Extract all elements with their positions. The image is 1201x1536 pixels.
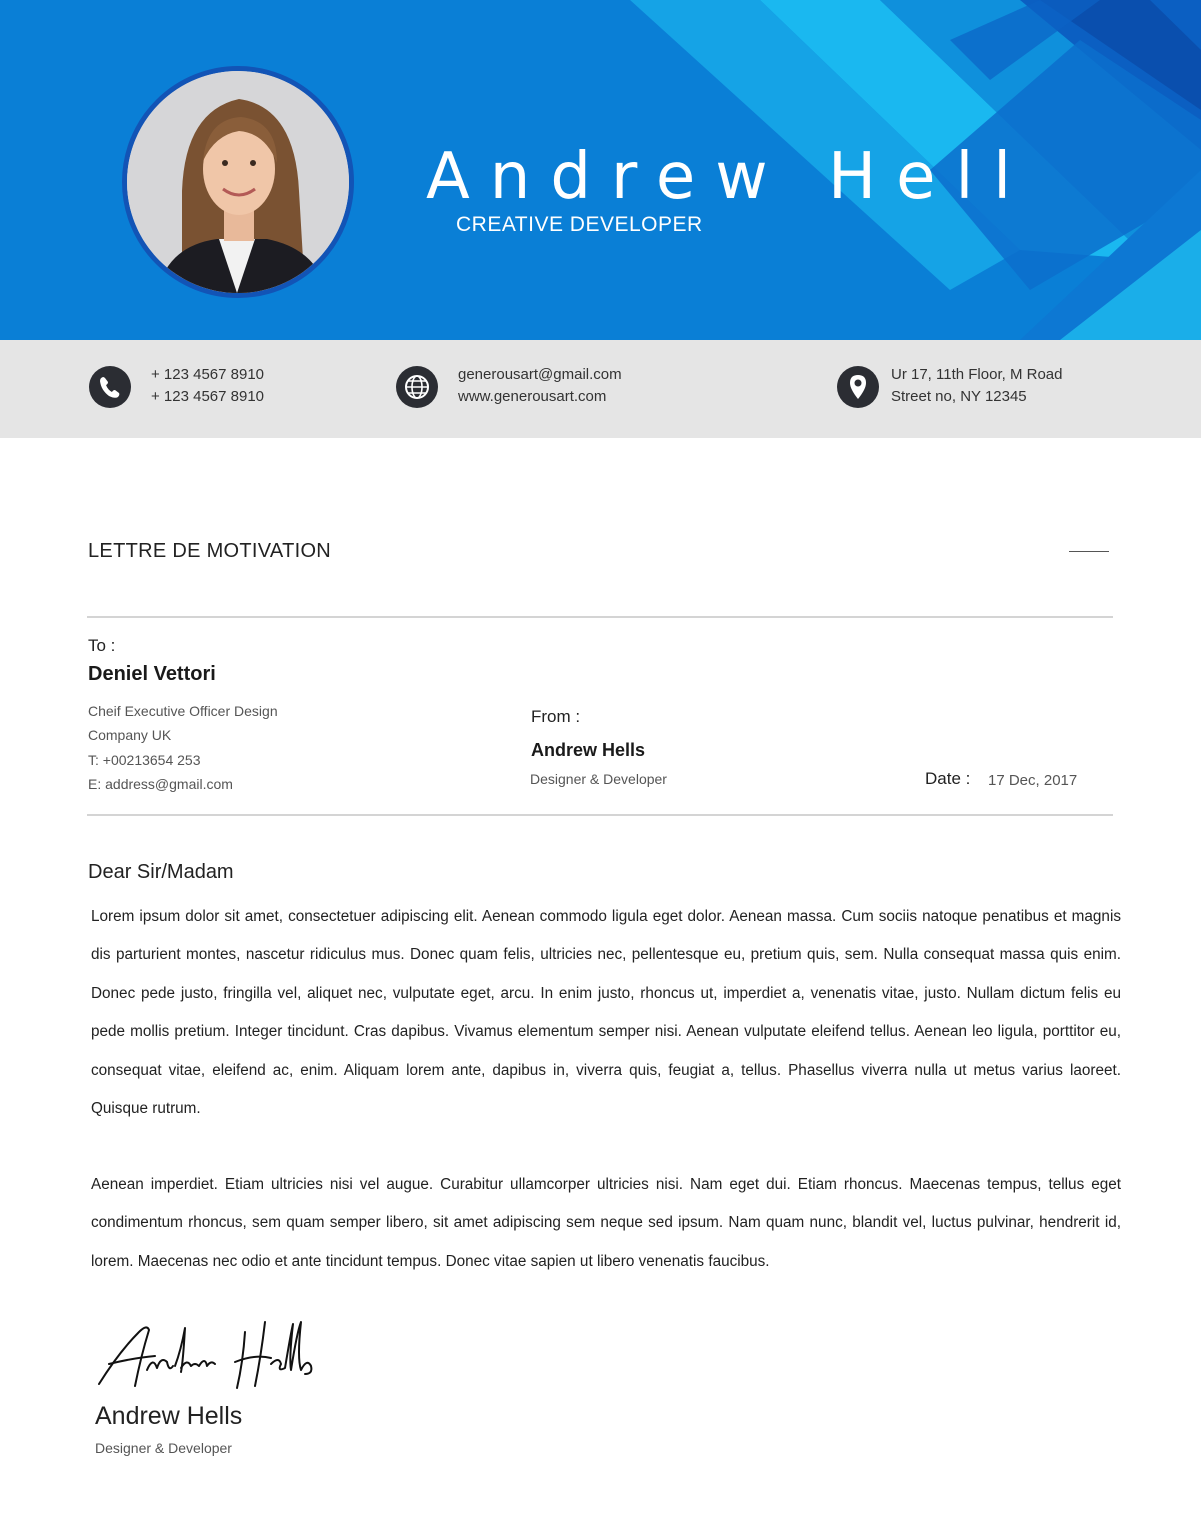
divider-bottom: [87, 814, 1113, 816]
recipient-phone: T: +00213654 253: [88, 751, 201, 768]
handwritten-signature: [95, 1312, 325, 1396]
recipient-name: Deniel Vettori: [88, 663, 216, 685]
header-name: Andrew Hell: [426, 140, 1031, 214]
sender-role: Designer & Developer: [530, 771, 667, 787]
date-label: Date :: [925, 769, 971, 788]
sender-label: From :: [531, 707, 581, 726]
email-text: generousart@gmail.com: [458, 366, 622, 383]
profile-photo: [122, 66, 354, 298]
recipient-details: [88, 699, 278, 796]
location-pin-icon: [837, 366, 879, 408]
address-line-1: Ur 17, 11th Floor, M Road: [891, 366, 1063, 383]
portrait-image: [127, 71, 349, 293]
body-paragraph-1: Lorem ipsum dolor sit amet, consectetuer adipiscing elit. Aenean commodo ligula eget dolor. Aenean massa. Cum sociis natoque penatibus et magnis dis parturient montes, nascetur ridiculus mus. Donec quam felis, ultricies nec, pellentesque eu, pretium quis, sem. Nulla consequat massa quis enim. Donec pede justo, fringilla vel, aliquet nec, vulputate eget, arcu. In enim justo, rhoncus ut, imperdiet a, venenatis vitae, justo. Nullam dictum felis eu pede mollis pretium. Integer tincidunt. Cras dapibus. Vivamus elementum semper nisi. Aenean vulputate eleifend tellus. Aenean leo ligula, porttitor eu, consequat vitae, eleifend ac, enim. Aliquam lorem ante, dapibus in, viverra quis, feugiat a, tellus. Phasellus viverra nulla ut metus varius laoreet. Quisque rutrum.: [91, 908, 1121, 1118]
header-banner: [0, 0, 1201, 340]
recipient-label: To :: [88, 636, 116, 655]
recipient-email: E: address@gmail.com: [88, 775, 233, 792]
signature-role: Designer & Developer: [95, 1440, 232, 1456]
address-line-2: Street no, NY 12345: [891, 388, 1027, 405]
date-value: 17 Dec, 2017: [988, 772, 1078, 789]
section-title: LETTRE DE MOTIVATION: [88, 540, 332, 562]
body-paragraph-2: Aenean imperdiet. Etiam ultricies nisi vel augue. Curabitur ullamcorper ultricies nisi. Nam eget dui. Etiam rhoncus. Maecenas tempus, tellus eget condimentum rhoncus, sem quam semper libero, sit amet adipiscing sem neque sed ipsum. Nam quam nunc, blandit vel, luctus pulvinar, hendrerit id, lorem. Maecenas nec odio et ante tincidunt tempus. Donec vitae sapien ut libero venenatis faucibus.: [91, 1176, 1121, 1270]
salutation: Dear Sir/Madam: [88, 861, 234, 883]
phone-line-2: + 123 4567 8910: [151, 388, 265, 405]
globe-icon: [396, 366, 438, 408]
divider-top: [87, 616, 1113, 618]
header-role: CREATIVE DEVELOPER: [456, 213, 703, 236]
phone-line-1: + 123 4567 8910: [151, 366, 265, 383]
signature-name: Andrew Hells: [95, 1402, 243, 1430]
website-text: www.generousart.com: [458, 388, 607, 405]
recipient-company: Company UK: [88, 727, 172, 744]
title-dash: [1069, 551, 1109, 552]
recipient-position: Cheif Executive Officer Design: [88, 703, 278, 719]
sender-name: Andrew Hells: [531, 740, 646, 760]
contact-bar: [0, 340, 1201, 438]
phone-icon: [89, 366, 131, 408]
